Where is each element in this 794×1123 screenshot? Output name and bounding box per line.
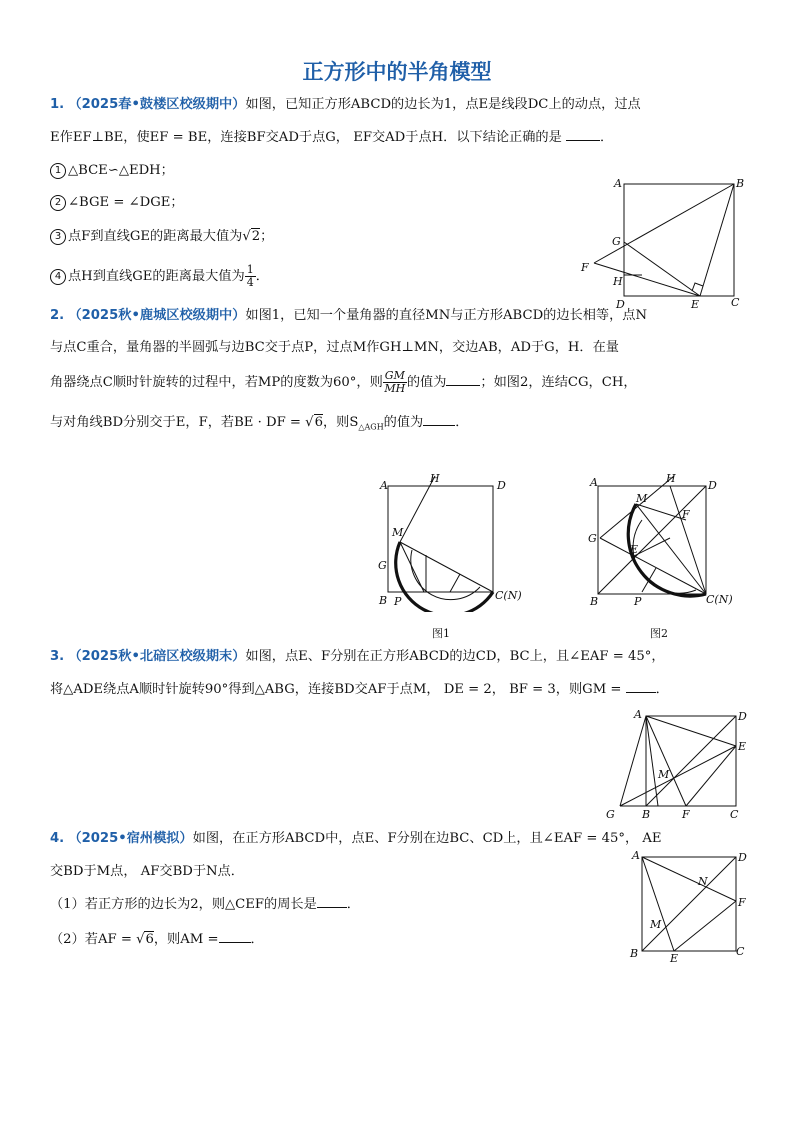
q3-line-2 [50, 680, 669, 700]
q2-line-2 [50, 338, 619, 358]
q1-label-B: B [736, 177, 745, 190]
q3-text-2: 将△ADE绕点A顺时针旋转90°得到△ABG，连接BD交AF于点M， DE = 2， BF = 3，则GM = [50, 682, 622, 697]
q3-number: 3. [50, 649, 65, 664]
q1-text-1: 如图，已知正方形ABCD的边长为1，点E是线段DC上的动点，过点 [245, 97, 641, 112]
q3-label-G: G [606, 808, 615, 821]
q2-text-3b: 的值为 [406, 375, 447, 390]
q3-label-B: B [642, 808, 651, 821]
q3-answer-blank[interactable] [626, 680, 656, 693]
q1-text-2-end: ． [600, 130, 614, 145]
q2-figure-1 [370, 472, 530, 612]
q1-option-1 [50, 161, 174, 181]
option-circle-3: 3 [50, 229, 66, 245]
fraction-denominator: 4 [246, 276, 254, 289]
q1-label-H: H [613, 275, 623, 288]
q2-fraction [383, 370, 407, 395]
q3-label-M: M [658, 768, 670, 781]
q2-text-4b: ，则S [322, 415, 359, 430]
q2-figure-2 [584, 472, 744, 612]
q1-option-3-end: ； [260, 229, 274, 244]
fig1-label-P: P [394, 595, 402, 608]
q2-text-2: 与点C重合，量角器的半圆弧与边BC交于点P，过点M作GH⊥MN，交边AB，AD于G，H．在量 [50, 340, 619, 355]
fig2-label-M: M [636, 492, 648, 505]
q4-part-2-text: （2）若AF = [50, 932, 137, 947]
q4-label-D: D [738, 851, 747, 864]
fig1-label-H: H [430, 472, 440, 485]
q2-text-1: 如图1，已知一个量角器的直径MN与正方形ABCD的边长相等，点N [245, 308, 647, 323]
fig2-caption: 图2 [650, 627, 668, 640]
q1-label-F: F [581, 261, 589, 274]
q3-label-F: F [682, 808, 690, 821]
q1-option-2-text: ∠BGE = ∠DGE； [68, 195, 184, 210]
q2-source: （2025秋•鹿城区校级期中） [68, 308, 246, 323]
fig2-label-G: G [588, 532, 597, 545]
q4-label-C: C [736, 945, 745, 958]
q1-option-1-text: △BCE∽△EDH； [68, 163, 174, 178]
q2-line-1 [50, 306, 647, 326]
q1-option-4 [50, 264, 269, 289]
fig1-label-M: M [392, 526, 404, 539]
q2-line-3 [50, 370, 637, 395]
q1-option-3-radicand: 2 [251, 229, 261, 244]
option-circle-2: 2 [50, 195, 66, 211]
q1-line-1 [50, 95, 641, 115]
fig2-label-E: E [630, 543, 639, 556]
q2-number: 2. [50, 308, 65, 323]
fraction-denominator: MH [384, 382, 406, 395]
q3-text-2-end: ． [655, 682, 669, 697]
q2-subscript: △AGH [358, 422, 384, 432]
q4-label-A: A [632, 849, 640, 862]
q3-label-E: E [738, 740, 747, 753]
fig2-label-P: P [634, 595, 642, 608]
q2-line-4: 与对角线BD分别交于E，F，若BE · DF = √6，则$S_{\triangle AGH}$的值为 ． [50, 415, 469, 432]
q3-label-A: A [634, 708, 642, 721]
q2-answer-blank-2[interactable] [423, 413, 455, 426]
fig1-label-CN: C(N) [495, 589, 522, 602]
q1-source: （2025春•鼓楼区校级期中） [68, 97, 246, 112]
q2-radicand: 6 [314, 415, 323, 430]
q4-line-2 [50, 862, 244, 882]
q1-option-4-text: 点H到直线GE的距离最大值为 [68, 269, 245, 284]
q4-answer-blank-1[interactable] [317, 895, 347, 908]
q1-answer-blank[interactable] [566, 128, 600, 141]
q1-figure [576, 172, 746, 314]
fraction-numerator: GM [384, 369, 405, 382]
page-title: 正方形中的半角模型 [302, 60, 492, 84]
fig1-label-G: G [378, 559, 387, 572]
option-circle-4: 4 [50, 269, 66, 285]
q4-part-1-text: （1）若正方形的边长为2，则△CEF的周长是 [50, 897, 317, 912]
q4-text-2: 交BD于M点， AF交BD于N点． [50, 864, 244, 879]
fig2-label-D: D [708, 479, 717, 492]
q2-answer-blank-1[interactable] [446, 373, 480, 386]
q1-option-4-fraction [245, 264, 256, 289]
q4-figure [624, 847, 754, 963]
q4-number: 4. [50, 831, 65, 846]
q1-label-G: G [612, 235, 621, 248]
fig1-label-D: D [497, 479, 506, 492]
option-circle-1: 1 [50, 163, 66, 179]
q1-option-2 [50, 193, 184, 213]
q4-part-1 [50, 895, 360, 915]
q3-text-1: 如图，点E、F分别在正方形ABCD的边CD，BC上，且∠EAF = 45°， [245, 649, 665, 664]
q4-part-2-end: ． [250, 932, 264, 947]
q2-text-4a: 与对角线BD分别交于E，F，若BE · DF = [50, 415, 306, 430]
q3-label-C: C [730, 808, 739, 821]
fig1-label-A: A [380, 479, 388, 492]
q1-option-3: 3 点F到直线GE的距离最大值为√2； [50, 227, 273, 247]
q3-line-1 [50, 647, 665, 667]
q1-option-4-end: ． [255, 269, 269, 284]
q4-answer-blank-2[interactable] [219, 930, 251, 943]
q4-radicand: 6 [145, 932, 154, 947]
q4-label-E: E [670, 952, 679, 963]
fig1-caption: 图1 [432, 627, 450, 640]
q4-source: （2025•宿州模拟） [68, 831, 193, 846]
q2-text-3a: 角器绕点C顺时针旋转的过程中，若MP的度数为60°，则 [50, 375, 383, 390]
fig2-label-F: F [682, 508, 690, 521]
q2-text-4d: ． [455, 415, 469, 430]
q1-label-E: E [691, 298, 700, 311]
q2-text-4c: 的值为 [383, 415, 424, 430]
fig2-label-CN: C(N) [706, 593, 733, 606]
q2-text-3c: ；如图2，连结CG，CH， [480, 375, 637, 390]
fig2-label-A: A [590, 476, 598, 489]
q4-label-N: N [698, 875, 708, 888]
q4-label-B: B [630, 947, 639, 960]
q4-part-2: （2）若AF = √6，则AM = ． [50, 932, 264, 947]
q4-part-1-end: ． [346, 897, 360, 912]
q4-part-2-text-b: ，则AM = [153, 932, 219, 947]
q1-label-D: D [616, 298, 625, 311]
fig2-label-B: B [590, 595, 599, 608]
q4-label-F: F [738, 896, 746, 909]
q4-label-M: M [650, 918, 662, 931]
fig2-label-H: H [666, 472, 676, 485]
q3-source: （2025秋•北碚区校级期末） [68, 649, 246, 664]
q1-line-2 [50, 128, 613, 148]
q3-label-D: D [738, 710, 747, 723]
fraction-numerator: 1 [246, 263, 254, 276]
q1-option-3-text: 点F到直线GE的距离最大值为 [68, 229, 243, 244]
q1-text-2: E作EF⊥BE，使EF = BE，连接BF交AD于点G， EF交AD于点H．以下结论正确的是 [50, 130, 562, 145]
q4-text-1: 如图，在正方形ABCD中，点E、F分别在边BC、CD上，且∠EAF = 45°， AE [192, 831, 662, 846]
q4-line-1 [50, 829, 662, 849]
q1-label-A: A [614, 177, 622, 190]
q1-number: 1. [50, 97, 65, 112]
q3-figure [598, 706, 758, 824]
q1-label-C: C [731, 296, 740, 309]
fig1-label-B: B [379, 594, 388, 607]
